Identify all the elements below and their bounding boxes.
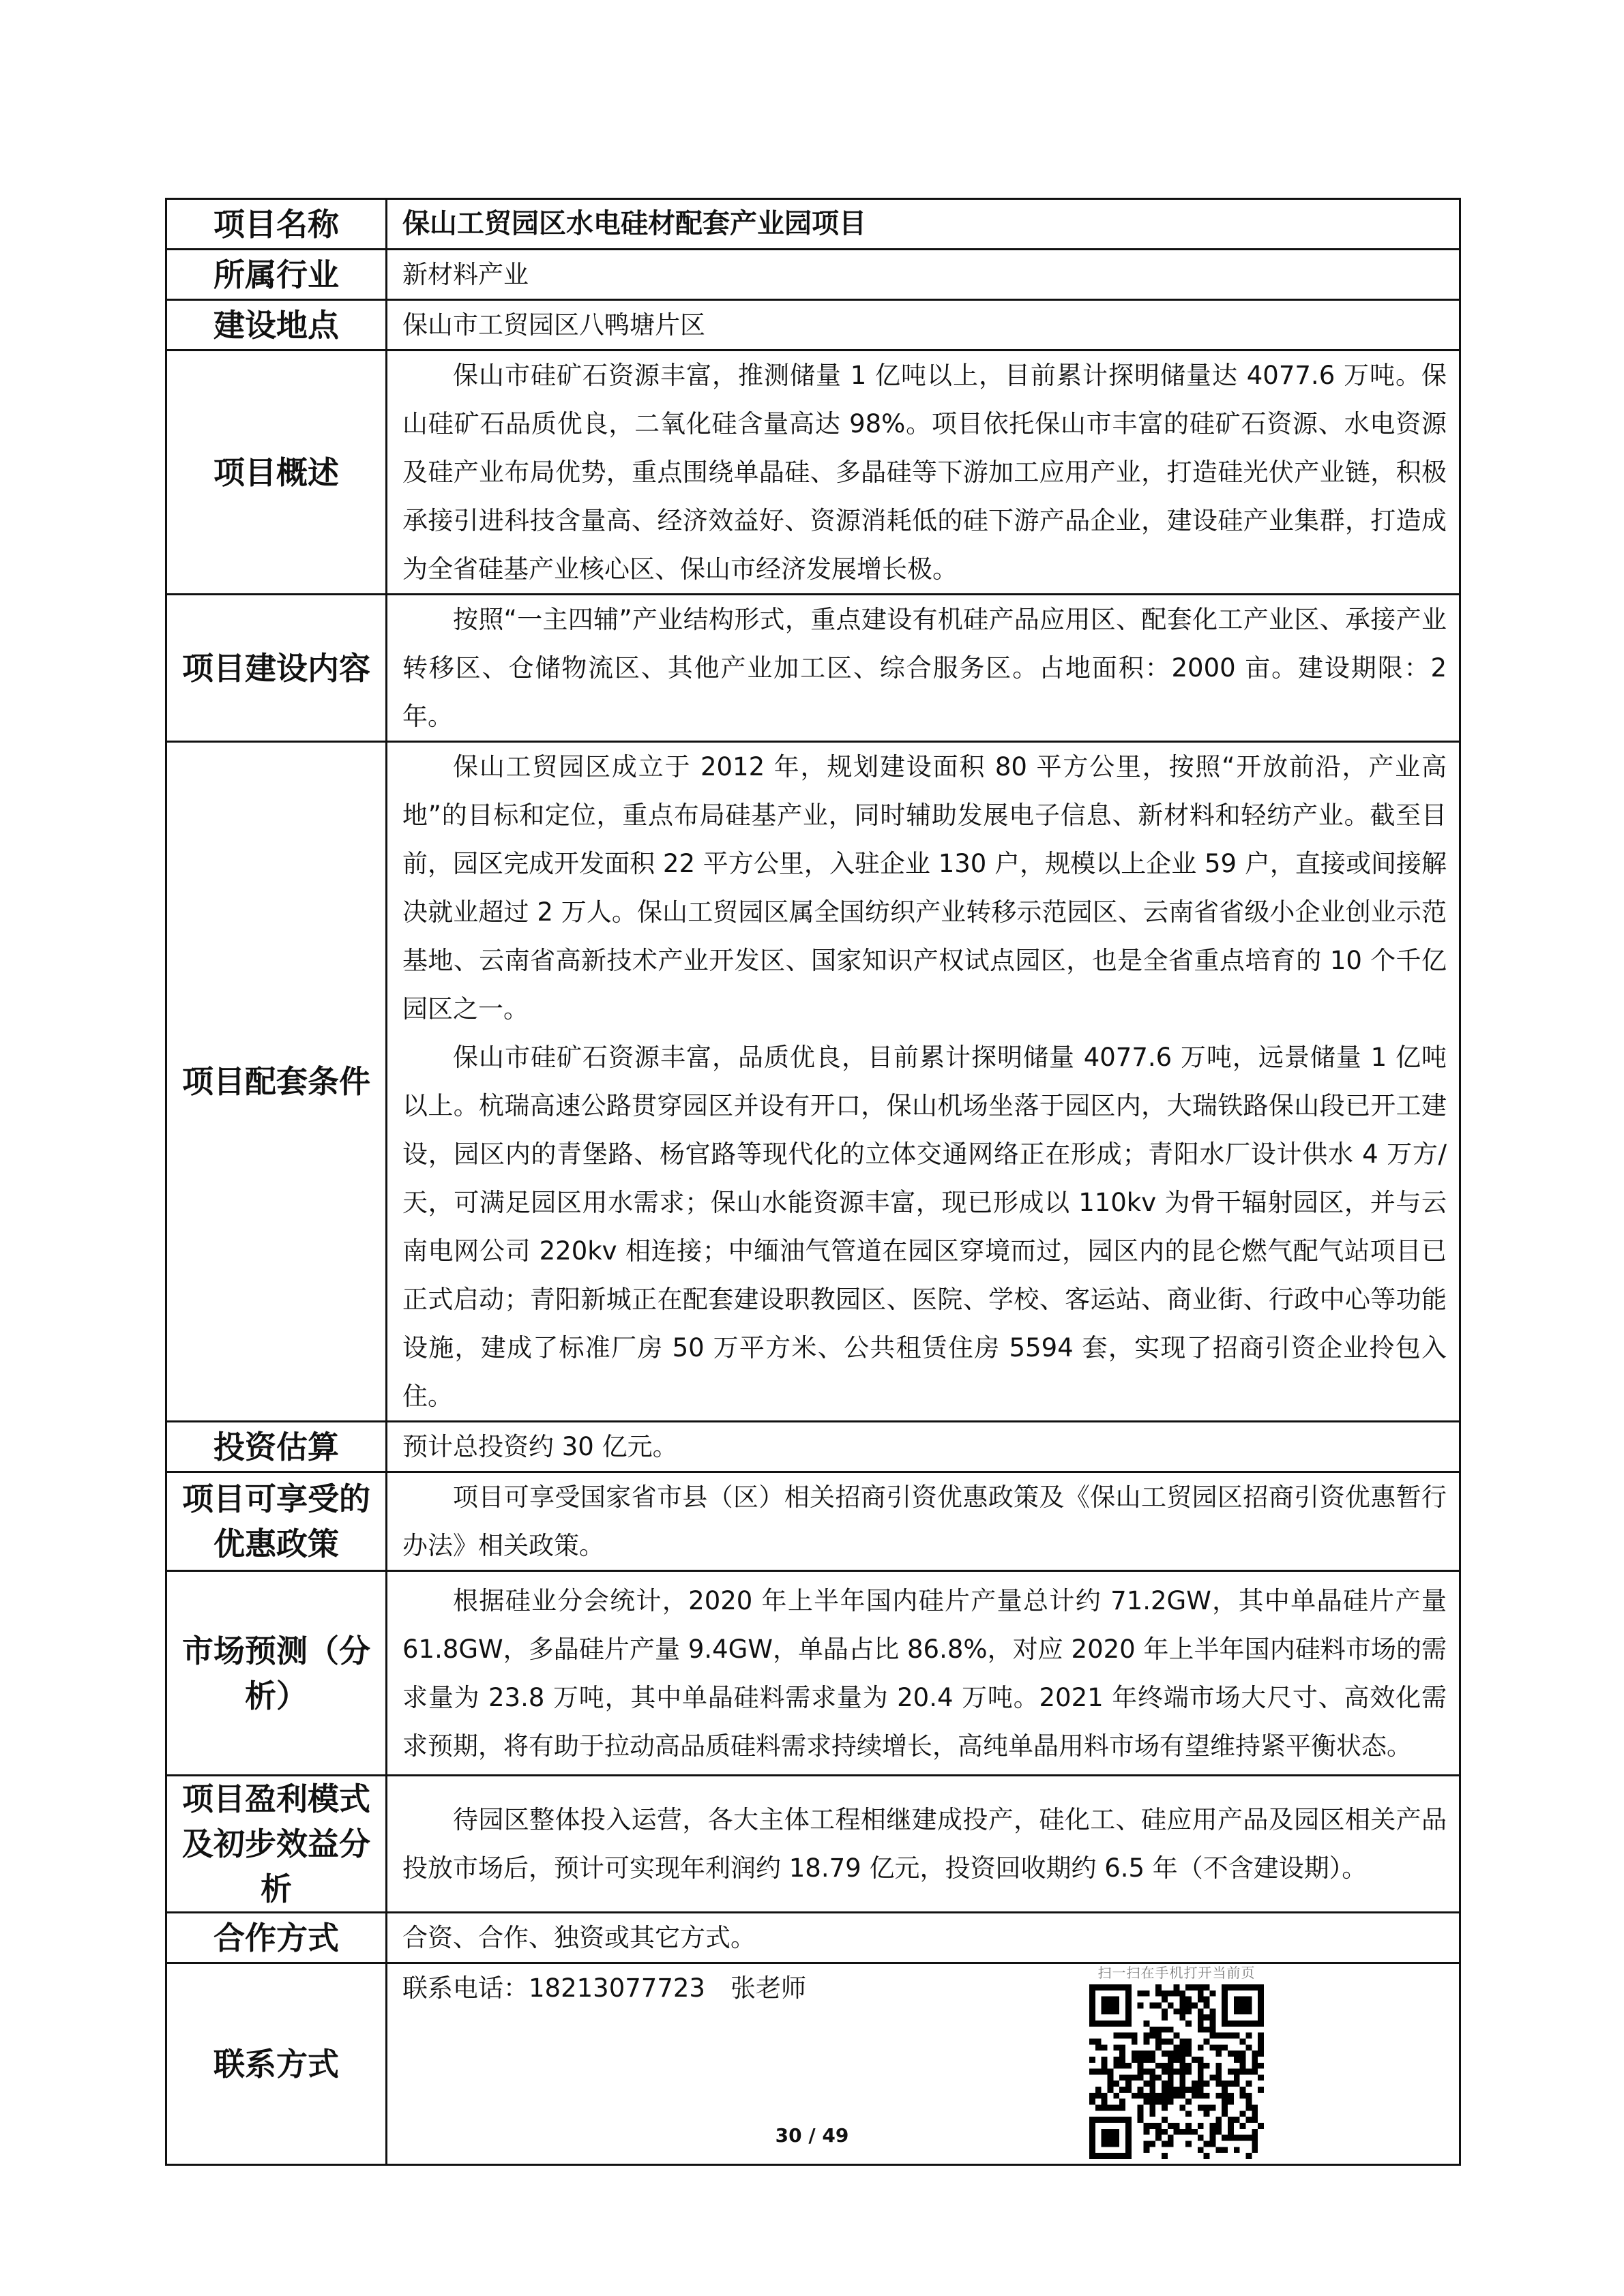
- qr-caption: 扫一扫在手机打开当前页: [1097, 1965, 1256, 1981]
- cooperation-value: 合资、合作、独资或其它方式。: [402, 1923, 756, 1952]
- label-location: 建设地点: [166, 300, 387, 351]
- label-profit-model: 项目盈利模式及初步效益分析: [166, 1776, 387, 1913]
- row-supporting-conditions: [166, 742, 1460, 1422]
- label-contact: 联系方式: [166, 1963, 387, 2165]
- content-investment: [387, 1422, 1460, 1472]
- row-investment: [166, 1422, 1460, 1472]
- content-profit-model: [387, 1776, 1460, 1913]
- label-preferential-policy: 项目可享受的优惠政策: [166, 1472, 387, 1571]
- content-supporting-conditions: [387, 742, 1460, 1422]
- content-overview: [387, 351, 1460, 595]
- content-project-name: [387, 199, 1460, 250]
- content-market-forecast: [387, 1571, 1460, 1776]
- row-construction: [166, 595, 1460, 742]
- row-overview: [166, 351, 1460, 595]
- location-value: 保山市工贸园区八鸭塘片区: [402, 310, 705, 340]
- content-construction: [387, 595, 1460, 742]
- policy-paragraph: 项目可享受国家省市县（区）相关招商引资优惠政策及《保山工贸园区招商引资优惠暂行办法》相关政策。: [402, 1482, 1447, 1560]
- label-industry: 所属行业: [166, 250, 387, 300]
- project-info-table: [165, 198, 1461, 2166]
- row-cooperation: [166, 1913, 1460, 1963]
- page-number: 30 / 49: [775, 2124, 849, 2147]
- label-market-forecast: 市场预测（分析）: [166, 1571, 387, 1776]
- construction-paragraph: 按照“一主四辅”产业结构形式，重点建设有机硅产品应用区、配套化工产业区、承接产业转移区、仓储物流区、其他产业加工区、综合服务区。占地面积：2000 亩。建设期限：2 年。: [402, 605, 1447, 731]
- row-industry: [166, 250, 1460, 300]
- investment-value: 预计总投资约 30 亿元。: [402, 1432, 678, 1461]
- row-market-forecast: [166, 1571, 1460, 1776]
- row-profit-model: [166, 1776, 1460, 1913]
- content-cooperation: [387, 1913, 1460, 1963]
- label-project-name: 项目名称: [166, 199, 387, 250]
- content-preferential-policy: [387, 1472, 1460, 1571]
- supporting-paragraph-1: 保山工贸园区成立于 2012 年，规划建设面积 80 平方公里，按照“开放前沿，产业高地”的目标和定位，重点布局硅基产业，同时辅助发展电子信息、新材料和轻纺产业。截至目前，园区完成开发面积 22 平方公里，入驻企业 130 户，规模以上企业 59 户，直接或间接解决就业超过 2 万人。保山工贸园区属全国纺织产业转移示范园区、云南省省级小企业创业示范基地、云南省高新技术产业开发区、国家知识产权试点园区，也是全省重点培育的 10 个千亿园区之一。: [402, 752, 1447, 1024]
- label-overview: 项目概述: [166, 351, 387, 595]
- market-paragraph: 根据硅业分会统计，2020 年上半年国内硅片产量总计约 71.2GW，其中单晶硅片产量 61.8GW，多晶硅片产量 9.4GW，单晶占比 86.8%，对应 2020 年上半年国内硅料市场的需求量为 23.8 万吨，其中单晶硅料需求量为 20.4 万吨。2021 年终端市场大尺寸、高效化需求预期，将有助于拉动高品质硅料需求持续增长，高纯单晶用料市场有望维持紧平衡状态。: [402, 1585, 1447, 1761]
- label-supporting-conditions: 项目配套条件: [166, 742, 387, 1422]
- row-preferential-policy: [166, 1472, 1460, 1571]
- row-project-name: [166, 199, 1460, 250]
- overview-paragraph: 保山市硅矿石资源丰富，推测储量 1 亿吨以上，目前累计探明储量达 4077.6 万吨。保山硅矿石品质优良，二氧化硅含量高达 98%。项目依托保山市丰富的硅矿石资源、水电资源及硅产业布局优势，重点围绕单晶硅、多晶硅等下游加工应用产业，打造硅光伏产业链，积极承接引进科技含量高、经济效益好、资源消耗低的硅下游产品企业，建设硅产业集群，打造成为全省硅基产业核心区、保山市经济发展增长极。: [402, 361, 1447, 584]
- contact-phone: 联系电话：18213077723 张老师: [402, 1973, 806, 2003]
- label-construction: 项目建设内容: [166, 595, 387, 742]
- row-location: [166, 300, 1460, 351]
- table-body: [166, 199, 1460, 2165]
- project-name-value: 保山工贸园区水电硅材配套产业园项目: [402, 208, 866, 239]
- supporting-paragraph-2: 保山市硅矿石资源丰富，品质优良，目前累计探明储量 4077.6 万吨，远景储量 1 亿吨以上。杭瑞高速公路贯穿园区并设有开口，保山机场坐落于园区内，大瑞铁路保山段已开工建设，园区内的青堡路、杨官路等现代化的立体交通网络正在形成；青阳水厂设计供水 4 万方/天，可满足园区用水需求；保山水能资源丰富，现已形成以 110kv 为骨干辐射园区，并与云南电网公司 220kv 相连接；中缅油气管道在园区穿境而过，园区内的昆仑燃气配气站项目已正式启动；青阳新城正在配套建设职教园区、医院、学校、客运站、商业街、行政中心等功能设施，建成了标准厂房 50 万平方米、公共租赁住房 5594 套，实现了招商引资企业拎包入住。: [402, 1043, 1447, 1411]
- content-location: [387, 300, 1460, 351]
- profit-paragraph: 待园区整体投入运营，各大主体工程相继建成投产，硅化工、硅应用产品及园区相关产品投放市场后，预计可实现年利润约 18.79 亿元，投资回收期约 6.5 年（不含建设期）。: [402, 1805, 1447, 1883]
- content-industry: [387, 250, 1460, 300]
- label-cooperation: 合作方式: [166, 1913, 387, 1963]
- industry-value: 新材料产业: [402, 260, 529, 289]
- label-investment: 投资估算: [166, 1422, 387, 1472]
